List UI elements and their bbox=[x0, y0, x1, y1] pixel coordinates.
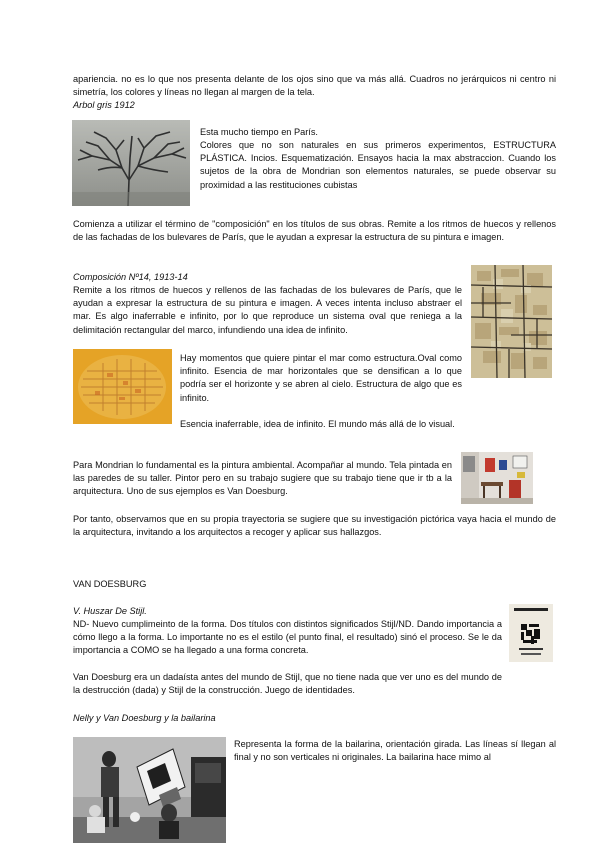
nelly-title: Nelly y Van Doesburg y la bailarina bbox=[73, 713, 216, 723]
composicion-14-paragraph: Remite a los ritmos de huecos y rellenos de las fachadas de los bulevares de París, que le ayudan a expresar la estructura de su pintura e imagen. A veces intenta incluso abstraer el mar. Es algo inaferrable e infinito, por lo que reproduce un sistema oval que reniega a la delimitación rectangular del marco, infundiendo una idea de infinito. bbox=[73, 285, 462, 335]
de-stijl-cover bbox=[509, 604, 553, 662]
nelly-paragraph: Representa la forma de la bailarina, orientación girada. Las líneas sí llegan al final y no son verticales ni originales. La bailarina hace mimo al bbox=[234, 739, 556, 763]
mar-paragraph-1: Hay momentos que quiere pintar el mar como estructura.Oval como infinito. Esencia de mar horizontales que se densifican a lo que podría ser el horizonte y se abren al cielo. Estructura de algo que es infinito. bbox=[180, 353, 462, 403]
nelly-van-doesburg-photo bbox=[73, 737, 226, 843]
composicion-intro-paragraph: Comienza a utilizar el término de "composición" en los títulos de sus obras. Remite a los ritmos de huecos y rellenos de las fachadas de los bulevares de París, que le ayudan a expresar la estructura de su pintura e imagen. bbox=[73, 219, 556, 243]
van-doesburg-paragraph-1: ND- Nuevo cumplimeinto de la forma. Dos títulos con distintos significados Stijl/ND. Dando importancia a cómo llego a la forma. Lo importante no es el estilo (el punto final, el resultado) sinó el proceso. Se le da importancia a COMO se ha llegado a una forma concreta. bbox=[73, 619, 502, 656]
arbol-gris-title: Arbol gris 1912 bbox=[73, 100, 135, 110]
van-doesburg-heading: VAN DOESBURG bbox=[73, 579, 147, 589]
composicion-14-title: Composición Nº14, 1913-14 bbox=[73, 272, 188, 282]
intro-paragraph: apariencia. no es lo que nos presenta delante de los ojos sino que va más allá. Cuadros no jerárquicos ni centro ni simetría, los colores y líneas no llegan al margen de la tela. bbox=[73, 74, 556, 98]
trayectoria-paragraph: Por tanto, observamos que en su propia trayectoria se sugiere que su investigación pictórica vaya hacia el mundo de la arquitectura, invitando a los arquitectos a recoger y aplicar sus hallazgos. bbox=[73, 514, 556, 538]
arbol-paragraph-2: Colores que no son naturales en sus primeros experimentos, ESTRUCTURA PLÁSTICA. Incios. Esquematización. Ensayos hacia la max abstraccion. Cuando los sujetos de la obra de Mondrian son elementos naturales, se puede observar su proximidad a las restituciones cubistas bbox=[200, 140, 556, 190]
mondrian-studio-photo bbox=[461, 452, 533, 504]
arbol-gris-painting bbox=[72, 120, 190, 206]
ambiental-paragraph: Para Mondrian lo fundamental es la pintura ambiental. Acompañar al mundo. Tela pintada en las paredes de su taller. Pintor pero en su trabajo sugiere que su trabajo tiene que ir tb a la arquitectura. Uno de sus ejemplos es Van Doesburg. bbox=[73, 460, 452, 497]
mar-paragraph-2: Esencia inaferrable, idea de infinito. El mundo más allá de lo visual. bbox=[180, 419, 455, 429]
arbol-paragraph-1: Esta mucho tiempo en París. bbox=[200, 127, 318, 137]
van-doesburg-paragraph-2: Van Doesburg era un dadaísta antes del mundo de Stijl, que no tiene nada que ver uno es del mundo de la destrucción (dada) y Stijl de la construcción. Juego de identidades. bbox=[73, 672, 502, 696]
mar-oval-painting bbox=[73, 349, 172, 424]
huszar-title: V. Huszar De Stijl. bbox=[73, 606, 147, 616]
composicion-14-painting bbox=[471, 265, 552, 378]
